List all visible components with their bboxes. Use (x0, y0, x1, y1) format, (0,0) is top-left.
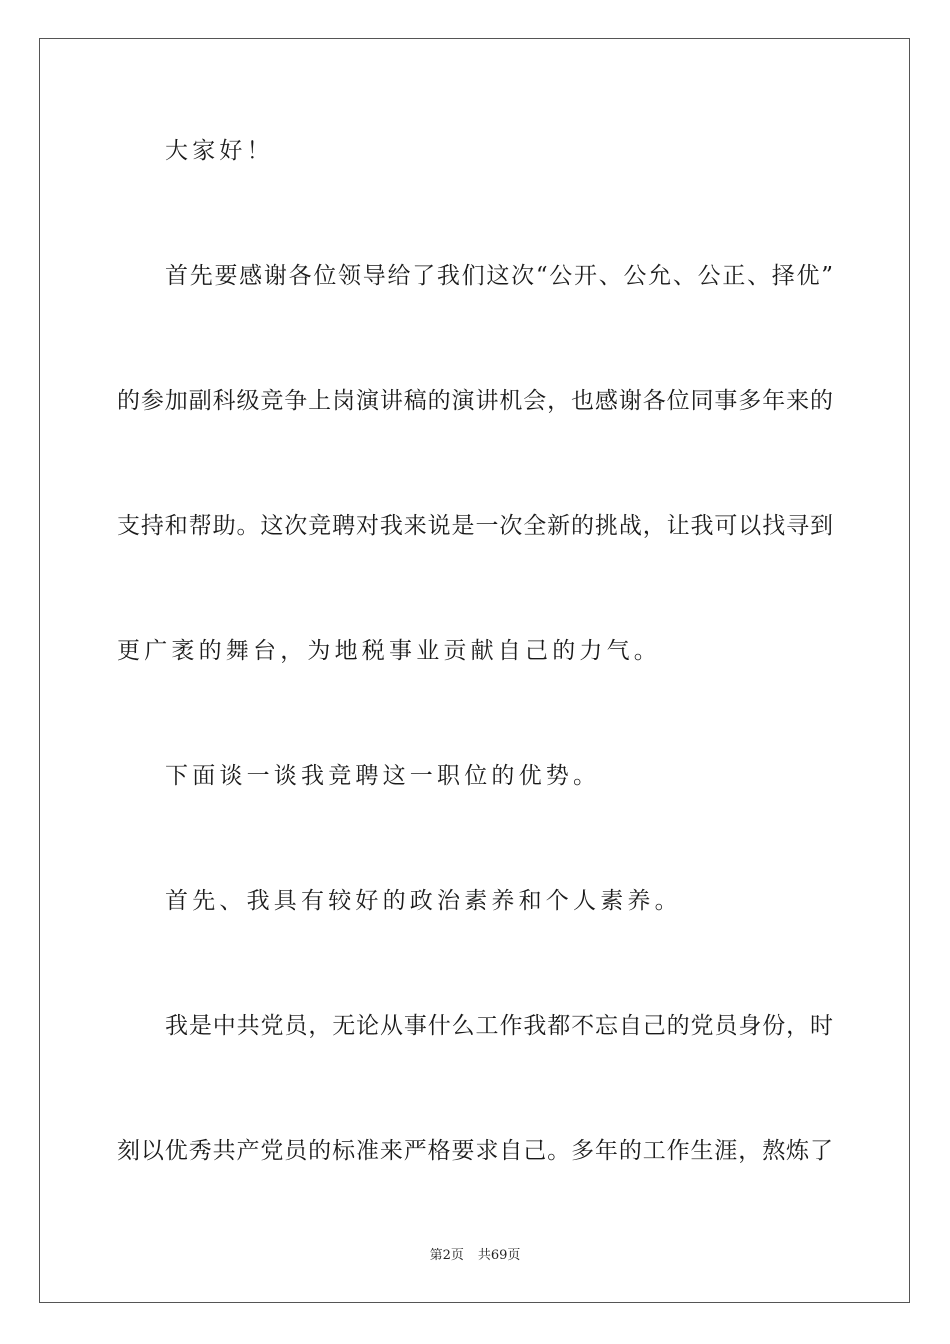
greeting-line: 大家好！ (165, 138, 274, 164)
body-line-4: 更广袤的舞台，为地税事业贡献自己的力气。 (117, 638, 661, 664)
body-line-1: 首先要感谢各位领导给了我们这次“公开、公允、公正、择优” (165, 263, 833, 289)
page-number: 第2页 (429, 1248, 464, 1263)
body-line-5: 下面谈一谈我竞聘这一职位的优势。 (165, 763, 601, 789)
page-frame (39, 38, 910, 1303)
body-line-3: 支持和帮助。这次竞聘对我来说是一次全新的挑战，让我可以找寻到 (117, 513, 833, 539)
body-line-7: 我是中共党员，无论从事什么工作我都不忘自己的党员身份，时 (165, 1013, 833, 1039)
body-line-2: 的参加副科级竞争上岗演讲稿的演讲机会，也感谢各位同事多年来的 (117, 388, 833, 414)
body-line-6: 首先、我具有较好的政治素养和个人素养。 (165, 888, 682, 914)
page-total: 共69页 (477, 1248, 521, 1263)
body-line-8: 刻以优秀共产党员的标准来严格要求自己。多年的工作生涯，熬炼了 (117, 1138, 833, 1164)
page-footer (0, 1247, 950, 1265)
